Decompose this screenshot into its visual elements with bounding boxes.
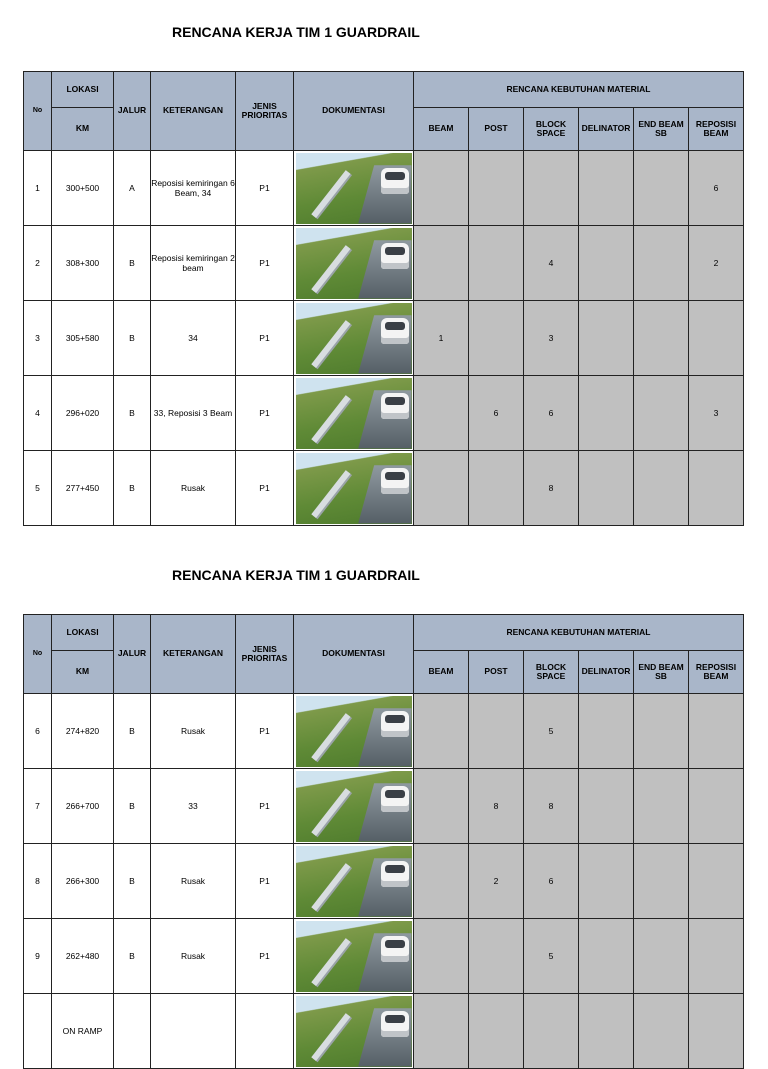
header-rencana-kebutuhan-material: RENCANA KEBUTUHAN MATERIAL [414, 615, 744, 651]
cell-delinator [579, 919, 634, 994]
guardrail-photo [296, 696, 412, 767]
header-post: POST [469, 108, 524, 151]
table-row [24, 451, 744, 526]
cell-delinator [579, 451, 634, 526]
guardrail-photo [296, 771, 412, 842]
cell-keterangan: Rusak [151, 451, 236, 526]
header-km: KM [52, 651, 114, 694]
cell-km: 300+500 [52, 151, 114, 226]
photo-rail [312, 1013, 351, 1061]
photo-rail [312, 320, 351, 368]
cell-post: 2 [469, 844, 524, 919]
photo-car [381, 318, 409, 344]
header-end-beam-sb: END BEAM SB [634, 651, 689, 694]
guardrail-photo [296, 996, 412, 1067]
cell-prioritas: P1 [236, 451, 294, 526]
photo-rail [312, 713, 351, 761]
cell-beam [414, 151, 469, 226]
cell-prioritas: P1 [236, 301, 294, 376]
cell-reposisi-beam [689, 451, 744, 526]
photo-rail [312, 395, 351, 443]
cell-jalur: B [114, 919, 151, 994]
cell-post [469, 994, 524, 1069]
cell-beam [414, 451, 469, 526]
guardrail-photo [296, 453, 412, 524]
cell-keterangan: 33, Reposisi 3 Beam [151, 376, 236, 451]
photo-car [381, 168, 409, 194]
cell-reposisi-beam [689, 994, 744, 1069]
cell-no: 4 [24, 376, 52, 451]
cell-jalur: B [114, 301, 151, 376]
cell-km: 277+450 [52, 451, 114, 526]
cell-block-space: 3 [524, 301, 579, 376]
cell-km: 266+700 [52, 769, 114, 844]
cell-dokumentasi [294, 301, 414, 376]
cell-delinator [579, 994, 634, 1069]
cell-end-beam-sb [634, 451, 689, 526]
cell-km: ON RAMP [52, 994, 114, 1069]
cell-jalur: B [114, 844, 151, 919]
cell-block-space: 6 [524, 844, 579, 919]
photo-rail [312, 170, 351, 218]
cell-reposisi-beam [689, 919, 744, 994]
cell-reposisi-beam: 2 [689, 226, 744, 301]
table-row [24, 376, 744, 451]
cell-dokumentasi [294, 451, 414, 526]
cell-prioritas: P1 [236, 769, 294, 844]
cell-km: 262+480 [52, 919, 114, 994]
cell-end-beam-sb [634, 919, 689, 994]
cell-delinator [579, 301, 634, 376]
cell-no [24, 994, 52, 1069]
header-post: POST [469, 651, 524, 694]
cell-end-beam-sb [634, 994, 689, 1069]
photo-car [381, 936, 409, 962]
cell-end-beam-sb [634, 226, 689, 301]
cell-reposisi-beam: 6 [689, 151, 744, 226]
work-plan-table [23, 71, 744, 526]
cell-delinator [579, 694, 634, 769]
cell-jalur: B [114, 226, 151, 301]
cell-post: 6 [469, 376, 524, 451]
photo-car [381, 393, 409, 419]
cell-keterangan: Rusak [151, 694, 236, 769]
cell-delinator [579, 769, 634, 844]
cell-reposisi-beam [689, 694, 744, 769]
header-no: No [24, 615, 52, 694]
cell-keterangan: Reposisi kemiringan 2 beam [151, 226, 236, 301]
header-end-beam-sb: END BEAM SB [634, 108, 689, 151]
cell-end-beam-sb [634, 301, 689, 376]
section-title: RENCANA KERJA TIM 1 GUARDRAIL [172, 567, 420, 583]
header-block-space: BLOCK SPACE [524, 651, 579, 694]
cell-km: 274+820 [52, 694, 114, 769]
header-jalur: JALUR [114, 72, 151, 151]
cell-jalur: B [114, 376, 151, 451]
cell-prioritas: P1 [236, 694, 294, 769]
cell-dokumentasi [294, 844, 414, 919]
cell-no: 3 [24, 301, 52, 376]
cell-prioritas: P1 [236, 226, 294, 301]
cell-end-beam-sb [634, 694, 689, 769]
cell-block-space: 8 [524, 769, 579, 844]
cell-post [469, 919, 524, 994]
table-row [24, 151, 744, 226]
cell-dokumentasi [294, 769, 414, 844]
cell-dokumentasi [294, 994, 414, 1069]
cell-dokumentasi [294, 226, 414, 301]
cell-end-beam-sb [634, 151, 689, 226]
cell-beam [414, 919, 469, 994]
photo-rail [312, 245, 351, 293]
cell-end-beam-sb [634, 769, 689, 844]
header-delinator: DELINATOR [579, 108, 634, 151]
cell-keterangan: Rusak [151, 844, 236, 919]
cell-beam [414, 376, 469, 451]
header-keterangan: KETERANGAN [151, 72, 236, 151]
cell-keterangan: 33 [151, 769, 236, 844]
cell-jalur: A [114, 151, 151, 226]
header-rencana-kebutuhan-material: RENCANA KEBUTUHAN MATERIAL [414, 72, 744, 108]
photo-rail [312, 863, 351, 911]
header-jalur: JALUR [114, 615, 151, 694]
table-row [24, 769, 744, 844]
photo-car [381, 786, 409, 812]
header-keterangan: KETERANGAN [151, 615, 236, 694]
cell-delinator [579, 151, 634, 226]
cell-delinator [579, 376, 634, 451]
cell-beam [414, 769, 469, 844]
cell-reposisi-beam [689, 301, 744, 376]
cell-end-beam-sb [634, 376, 689, 451]
cell-jalur: B [114, 769, 151, 844]
header-lokasi: LOKASI [52, 615, 114, 651]
header-dokumentasi: DOKUMENTASI [294, 615, 414, 694]
cell-prioritas: P1 [236, 919, 294, 994]
cell-dokumentasi [294, 919, 414, 994]
cell-block-space: 4 [524, 226, 579, 301]
cell-keterangan: Rusak [151, 919, 236, 994]
cell-no: 2 [24, 226, 52, 301]
header-jenis-prioritas: JENIS PRIORITAS [236, 72, 294, 151]
photo-rail [312, 788, 351, 836]
header-block-space: BLOCK SPACE [524, 108, 579, 151]
cell-keterangan: Reposisi kemiringan 6 Beam, 34 [151, 151, 236, 226]
header-reposisi-beam: REPOSISI BEAM [689, 108, 744, 151]
cell-dokumentasi [294, 694, 414, 769]
cell-post [469, 301, 524, 376]
guardrail-photo [296, 846, 412, 917]
photo-car [381, 711, 409, 737]
cell-beam [414, 694, 469, 769]
table-row [24, 301, 744, 376]
cell-jalur: B [114, 451, 151, 526]
header-reposisi-beam: REPOSISI BEAM [689, 651, 744, 694]
header-no: No [24, 72, 52, 151]
cell-no: 6 [24, 694, 52, 769]
cell-beam [414, 844, 469, 919]
cell-keterangan: 34 [151, 301, 236, 376]
header-km: KM [52, 108, 114, 151]
cell-reposisi-beam [689, 769, 744, 844]
cell-post: 8 [469, 769, 524, 844]
header-jenis-prioritas: JENIS PRIORITAS [236, 615, 294, 694]
cell-block-space [524, 151, 579, 226]
cell-jalur [114, 994, 151, 1069]
cell-block-space: 6 [524, 376, 579, 451]
cell-km: 305+580 [52, 301, 114, 376]
table-row [24, 694, 744, 769]
table-row [24, 994, 744, 1069]
cell-no: 9 [24, 919, 52, 994]
section-title: RENCANA KERJA TIM 1 GUARDRAIL [172, 24, 420, 40]
cell-prioritas: P1 [236, 376, 294, 451]
photo-car [381, 1011, 409, 1037]
cell-km: 296+020 [52, 376, 114, 451]
photo-car [381, 468, 409, 494]
cell-beam [414, 226, 469, 301]
cell-km: 308+300 [52, 226, 114, 301]
cell-reposisi-beam: 3 [689, 376, 744, 451]
cell-prioritas [236, 994, 294, 1069]
cell-km: 266+300 [52, 844, 114, 919]
photo-car [381, 861, 409, 887]
cell-post [469, 226, 524, 301]
cell-dokumentasi [294, 151, 414, 226]
photo-car [381, 243, 409, 269]
cell-post [469, 694, 524, 769]
cell-post [469, 151, 524, 226]
cell-block-space: 5 [524, 694, 579, 769]
cell-delinator [579, 844, 634, 919]
cell-jalur: B [114, 694, 151, 769]
guardrail-photo [296, 378, 412, 449]
cell-post [469, 451, 524, 526]
cell-block-space: 8 [524, 451, 579, 526]
cell-delinator [579, 226, 634, 301]
cell-keterangan [151, 994, 236, 1069]
cell-end-beam-sb [634, 844, 689, 919]
table-row [24, 844, 744, 919]
guardrail-photo [296, 153, 412, 224]
photo-rail [312, 470, 351, 518]
header-dokumentasi: DOKUMENTASI [294, 72, 414, 151]
cell-no: 8 [24, 844, 52, 919]
cell-beam [414, 994, 469, 1069]
guardrail-photo [296, 303, 412, 374]
header-lokasi: LOKASI [52, 72, 114, 108]
guardrail-photo [296, 228, 412, 299]
cell-prioritas: P1 [236, 151, 294, 226]
header-delinator: DELINATOR [579, 651, 634, 694]
cell-no: 7 [24, 769, 52, 844]
header-beam: BEAM [414, 108, 469, 151]
cell-prioritas: P1 [236, 844, 294, 919]
cell-block-space [524, 994, 579, 1069]
cell-no: 5 [24, 451, 52, 526]
cell-block-space: 5 [524, 919, 579, 994]
cell-no: 1 [24, 151, 52, 226]
table-row [24, 226, 744, 301]
header-beam: BEAM [414, 651, 469, 694]
work-plan-table [23, 614, 744, 1069]
cell-dokumentasi [294, 376, 414, 451]
cell-reposisi-beam [689, 844, 744, 919]
guardrail-photo [296, 921, 412, 992]
cell-beam: 1 [414, 301, 469, 376]
photo-rail [312, 938, 351, 986]
table-row [24, 919, 744, 994]
